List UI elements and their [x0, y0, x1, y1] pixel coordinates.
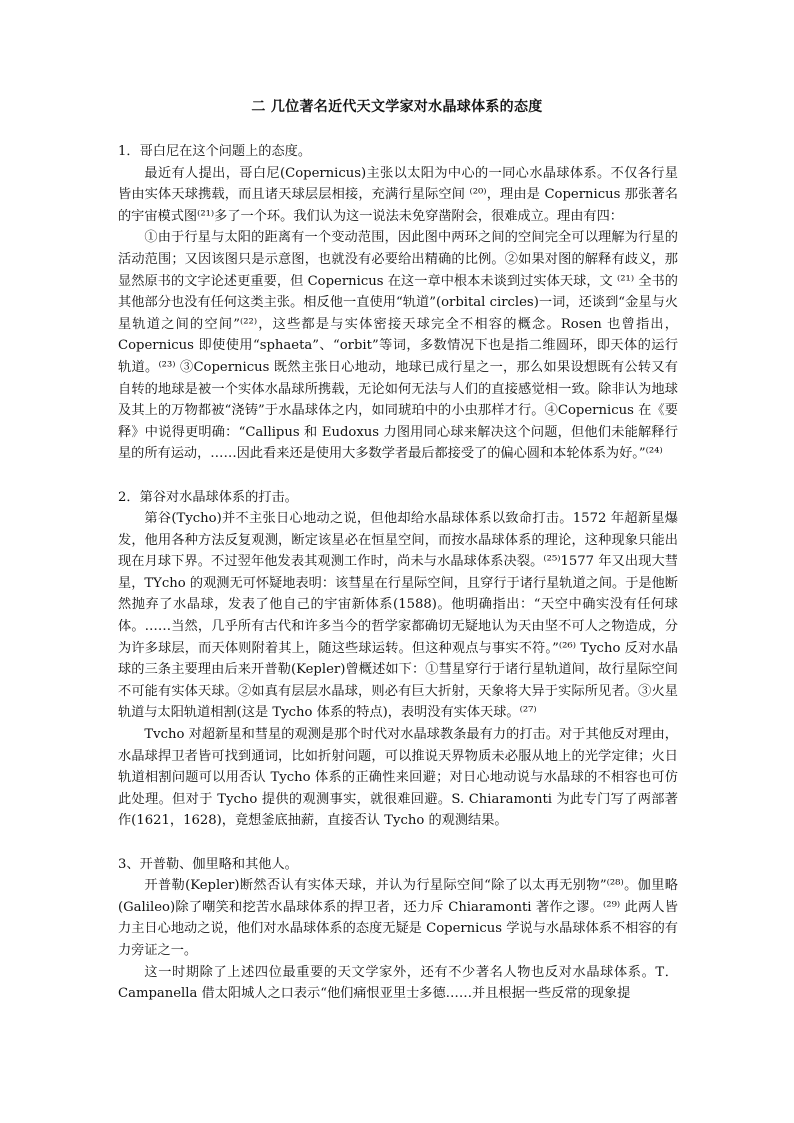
section-heading-copernicus: 1．哥白尼在这个问题上的态度。: [118, 144, 312, 159]
page-title: 二 几位著名近代天文学家对水晶球体系的态度: [251, 99, 543, 115]
section-heading-tycho: 2．第谷对水晶球体系的打击。: [118, 489, 298, 505]
section-spacer: [118, 465, 678, 487]
section-spacer: [118, 832, 678, 854]
paragraph: ①由于行星与太阳的距离有一个变动范围，因此图中两环之间的空间完全可以理解为行星的活动范围；又因该图只是示意图，也就没有必要给出精确的比例。②如果对图的解释有歧义，那显然原书的文字论述更重要，但 Copernicus 在这一章中根本未谈到过实体天球，文 ⁽²¹⁾ 全书的其他部分也没有任何这类主张。相反他一直使用“轨道”(orbital circles)一词，还谈到“金星与火星轨道之间的空间”⁽²²⁾，这些都是与实体密接天球完全不相容的概念。Rosen 也曾指出，Copernicus 即使使用“sphaeta”、“orbit”等词，多数情况下也是指二维圆环，即天体的运行轨道。⁽²³⁾ ③Copernicus 既然主张日心地动，地球已成行星之一，那么如果设想既有公转又有自转的地球是被一个实体水晶球所携载，无论如何无法与人们的直接感觉相一致。除非认为地球及其上的万物都被“浇铸”于水晶球体之内，如同琥珀中的小虫那样才行。④Copernicus 在《要释》中说得更明确：“Callipus 和 Eudoxus 力图用同心球来解决这个问题，但他们未能解释行星的所有运动，……因此看来还是使用大多数学者最后都接受了的偏心圆和本轮体系为好。”⁽²⁴⁾: [118, 230, 678, 462]
paragraph: 这一时期除了上述四位最重要的天文学家外，还有不少著名人物也反对水晶球体系。T．Campanella 借太阳城人之口表示“他们痛恨亚里士多德……并且根据一些反常的现象提: [118, 964, 678, 1002]
paragraph: Tvcho 对超新星和彗星的观测是那个时代对水晶球教条最有力的打击。对于其他反对理由，水晶球捍卫者皆可找到通词，比如折射问题，可以推说天界物质未必服从地上的光学定律；火日轨道相割问题可以用否认 Tycho 体系的正确性来回避；对日心地动说与水晶球的不相容也可仿此处理。但对于 Tycho 提供的观测事实，就很难回避。S. Chiaramonti 为此专门写了两部著作(1621，1628)，竟想釜底抽薪，直接否认 Tycho 的观测结果。: [118, 727, 678, 829]
section-heading-kepler-galileo: 3、开普勒、伽里略和其他人。: [118, 856, 298, 872]
paragraph: 最近有人提出，哥白尼(Copernicus)主张以太阳为中心的一同心水晶球体系。不仅各行星皆由实体天球携载，而且诸天球层层相接，充满行星际空间 ⁽²⁰⁾，理由是 Copernicus 那张著名的宇宙模式图⁽²¹⁾多了一个环。我们认为这一说法未免穿凿附会，很难成立。理由有四：: [118, 165, 678, 224]
paragraph: 开普勒(Kepler)断然否认有实体天球，并认为行星际空间“除了以太再无别物”⁽²⁸⁾。伽里略(Galileo)除了嘲笑和挖苦水晶球体系的捍卫者，还力斥 Chiaramonti 著作之谬。⁽²⁹⁾ 此两人皆力主日心地动之说，他们对水晶球体系的态度无疑是 Copernicus 学说与水晶球体系不相容的有力旁证之一。: [118, 878, 678, 958]
article-body: [118, 141, 678, 1005]
paragraph: 第谷(Tycho)并不主张日心地动之说，但他却给水晶球体系以致命打击。1572 年超新星爆发，他用各种方法反复观测，断定该星必在恒星空间，而按水晶球体系的理论，这种现象只能出现在月球下界。不过翌年他发表其观测工作时，尚未与水晶球体系决裂。⁽²⁵⁾1577 年又出现大彗星，TYcho 的观测无可怀疑地表明：该彗星在行星际空间，且穿行于诸行星轨道之间。于是他断然抛弃了水晶球，发表了他自己的宇宙新体系(1588)。他明确指出：“天空中确实没有任何球体。……当然，几乎所有古代和许多当今的哲学家都确切无疑地认为天由坚不可人之物造成，分为许多球层，而天体则附着其上，随这些球运转。但这种观点与事实不符。”⁽²⁶⁾ Tycho 反对水晶球的三条主要理由后来开普勒(Kepler)曾概述如下：①彗星穿行于诸行星轨道间，故行星际空间不可能有实体天球。②如真有层层水晶球，则必有巨大折射，天象将大异于实际所见者。③火星轨道与太阳轨道相割(这是 Tycho 体系的特点)，表明没有实体天球。⁽²⁷⁾: [118, 511, 678, 721]
